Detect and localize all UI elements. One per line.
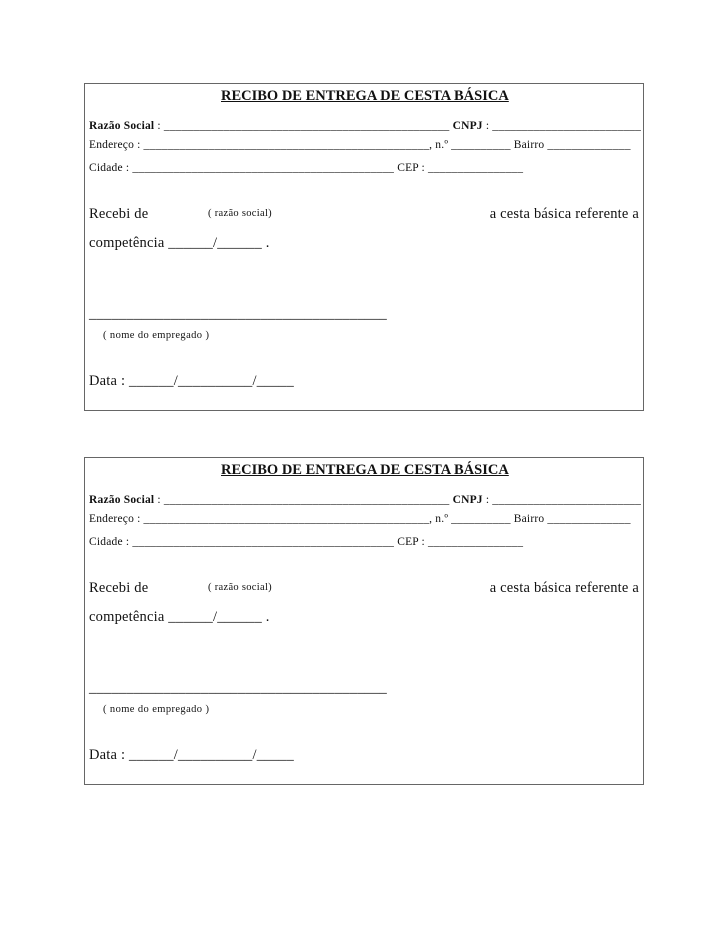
cnpj-blank: : _________________________ (482, 494, 642, 506)
receipt-title: RECIBO DE ENTREGA DE CESTA BÁSICA (221, 462, 509, 478)
endereco-field: Endereço : ________________________________________________, n.º __________ Bairro ______________ (89, 139, 631, 151)
razao-social-hint: ( razão social) (208, 582, 272, 593)
razao-social-hint: ( razão social) (208, 208, 272, 219)
receipt-form-2 (84, 457, 644, 785)
competencia-field: competência ______/______ . (89, 235, 270, 251)
nome-empregado-hint: ( nome do empregado ) (103, 330, 210, 341)
nome-empregado-hint: ( nome do empregado ) (103, 704, 210, 715)
data-field: Data : ______/__________/_____ (89, 373, 294, 389)
razao-social-blank: : ________________________________________________ (154, 494, 453, 506)
data-field: Data : ______/__________/_____ (89, 747, 294, 763)
cesta-text: a cesta básica referente a (489, 206, 639, 222)
signature-line: ________________________________________ (89, 306, 387, 322)
recebi-label: Recebi de (89, 206, 149, 222)
razao-social-field (89, 494, 641, 506)
receipt-form-1 (84, 83, 644, 411)
signature-line: ________________________________________ (89, 680, 387, 696)
razao-social-label: Razão Social (89, 494, 155, 506)
recebi-label: Recebi de (89, 580, 149, 596)
razao-social-label: Razão Social (89, 120, 155, 132)
cnpj-label: CNPJ (452, 120, 483, 132)
cidade-cep-field: Cidade : ____________________________________________ CEP : ________________ (89, 536, 524, 548)
razao-social-blank: : ________________________________________________ (154, 120, 453, 132)
receipt-title: RECIBO DE ENTREGA DE CESTA BÁSICA (221, 88, 509, 104)
competencia-field: competência ______/______ . (89, 609, 270, 625)
endereco-field: Endereço : ________________________________________________, n.º __________ Bairro ______________ (89, 513, 631, 525)
cidade-cep-field: Cidade : ____________________________________________ CEP : ________________ (89, 162, 524, 174)
razao-social-field (89, 120, 641, 132)
cesta-text: a cesta básica referente a (489, 580, 639, 596)
cnpj-label: CNPJ (452, 494, 483, 506)
cnpj-blank: : _________________________ (482, 120, 642, 132)
